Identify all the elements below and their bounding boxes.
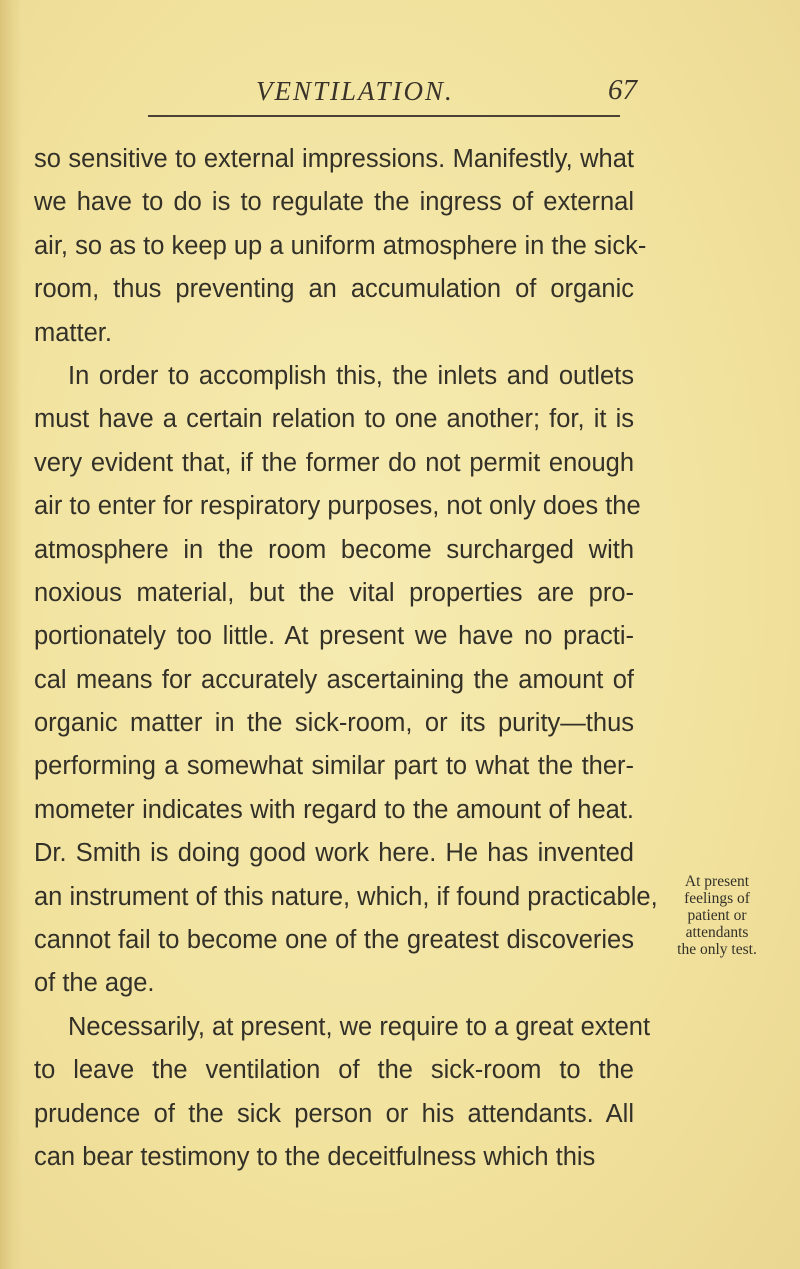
text-line: must have a certain relation to one another; for, it is — [34, 405, 634, 434]
running-head: VENTILATION. — [256, 76, 454, 106]
text-line: to leave the ventilation of the sick-room to the — [34, 1056, 634, 1085]
text-line: Necessarily, at present, we require to a great extent — [68, 1012, 651, 1041]
text-line: mometer indicates with regard to the amount of heat. — [34, 795, 634, 824]
text-line: prudence of the sick person or his attendants. All — [34, 1099, 634, 1128]
text-line: so sensitive to external impressions. Manifestly, what — [34, 145, 634, 173]
text-line: air to enter for respiratory purposes, not only does the — [34, 492, 641, 521]
text-line: atmosphere in the room become surcharged with — [34, 535, 634, 564]
margin-note-line: patient or — [687, 907, 747, 924]
margin-note-line: attendants — [685, 924, 749, 941]
header-rule — [148, 115, 620, 117]
text-line: Dr. Smith is doing good work here. He has invented — [34, 839, 634, 868]
text-line: an instrument of this nature, which, if found practicable, — [34, 882, 658, 911]
text-line: cal means for accurately ascertaining the amount of — [34, 665, 634, 694]
page-number: 67 — [608, 74, 637, 106]
text-line: very evident that, if the former do not permit enough — [34, 448, 634, 477]
page-header — [0, 72, 800, 112]
page-binding-edge — [0, 0, 22, 1269]
margin-note-line: feelings of — [684, 890, 750, 907]
text-line: organic matter in the sick-room, or its purity—thus — [34, 709, 634, 738]
margin-note-line: At present — [684, 873, 750, 890]
text-line: portionately too little. At present we have no practi- — [34, 622, 634, 651]
margin-note-line: the only test. — [677, 941, 757, 958]
text-line: room, thus preventing an accumulation of organic — [34, 275, 634, 304]
text-line: In order to accomplish this, the inlets and outlets — [68, 361, 634, 390]
margin-note — [642, 873, 792, 958]
text-line: we have to do is to regulate the ingress of external — [34, 188, 634, 217]
text-line: noxious material, but the vital properties are pro- — [34, 578, 634, 607]
text-line: can bear testimony to the deceitfulness which this — [34, 1142, 596, 1171]
text-line: of the age. — [34, 969, 155, 998]
text-line: cannot fail to become one of the greatest discoveries — [34, 926, 634, 955]
body-text — [34, 138, 658, 1179]
text-line: air, so as to keep up a uniform atmosphere in the sick- — [34, 231, 647, 260]
text-line: matter. — [34, 318, 112, 347]
text-line: performing a somewhat similar part to what the ther- — [34, 752, 634, 781]
